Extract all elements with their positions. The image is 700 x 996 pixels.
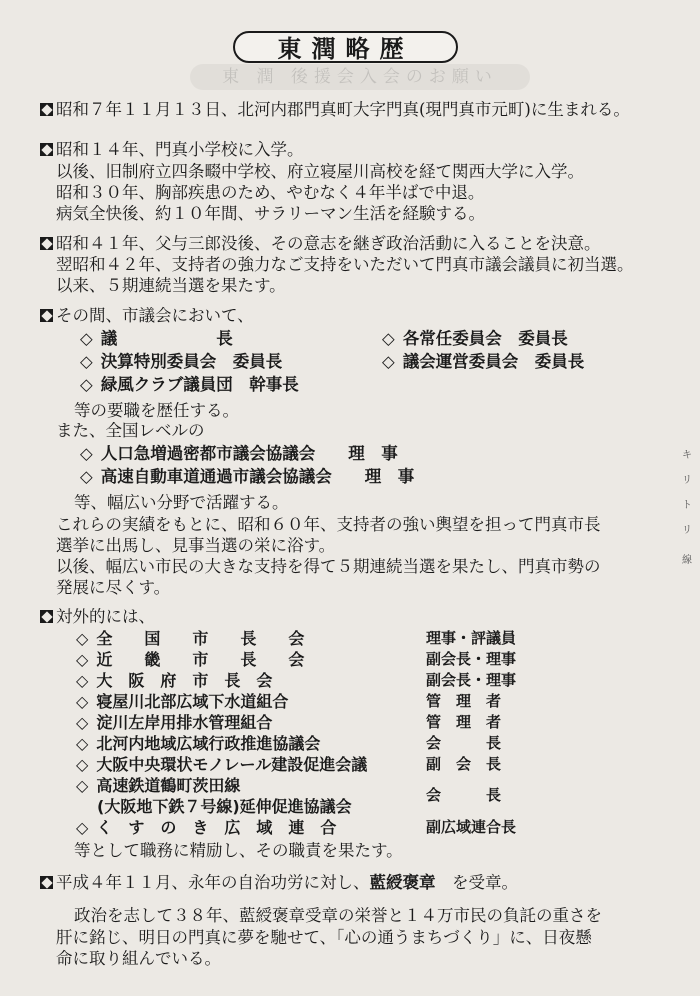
diamond-bullet-icon — [40, 876, 53, 889]
external-post-org: (大阪地下鉄７号線)延伸促進協議会 — [97, 797, 352, 816]
diamond-icon: ◇ — [76, 629, 89, 648]
external-post-org: ◇ 淀川左岸用排水管理組合 — [76, 713, 273, 732]
external-post-org: ◇ 北河内地域広域行政推進協議会 — [76, 734, 321, 753]
external-post-role: 副会長・理事 — [426, 671, 517, 689]
page-title: 東潤略歴 — [233, 31, 458, 63]
text-line: また、全国レベルの — [56, 421, 205, 440]
external-post-role: 会 長 — [426, 786, 502, 804]
diamond-icon: ◇ — [80, 444, 93, 463]
external-post-org: ◇ く す の き 広 域 連 合 — [76, 818, 337, 837]
text-line: 以来、５期連続当選を果たす。 — [56, 276, 286, 295]
diamond-icon: ◇ — [382, 329, 395, 348]
council-post: ◇ 議会運営委員会 委員長 — [382, 352, 585, 371]
diamond-icon: ◇ — [80, 375, 93, 394]
diamond-icon: ◇ — [80, 467, 93, 486]
text-line: 肝に銘じ、明日の門真に夢を馳せて、「心の通うまちづくり」に、日夜懸 — [56, 928, 592, 947]
diamond-bullet-icon — [40, 103, 53, 116]
external-post-role: 副 会 長 — [426, 755, 502, 773]
diamond-icon: ◇ — [76, 671, 89, 690]
council-post: ◇ 緑風クラブ議員団 幹事長 — [80, 375, 299, 394]
text-line: これらの実績をもとに、昭和６０年、支持者の強い輿望を担って門真市長 — [56, 515, 601, 534]
margin-cut-line-label: リ — [682, 525, 692, 536]
external-post-org: ◇ 寝屋川北部広域下水道組合 — [76, 692, 289, 711]
external-post-org: ◇ 高速鉄道鶴町茨田線 — [76, 776, 241, 795]
external-post-role: 管 理 者 — [426, 713, 502, 731]
external-post-role: 管 理 者 — [426, 692, 502, 710]
margin-cut-line-label: ト — [682, 500, 692, 511]
politics-line: 昭和４１年、父与三郎没後、その意志を継ぎ政治活動に入ることを決意。 — [40, 233, 601, 255]
diamond-icon: ◇ — [76, 692, 89, 711]
text-line: 政治を志して３８年、藍綬褒章受章の栄誉と１４万市民の負託の重さを — [74, 906, 602, 925]
text-line: 等、幅広い分野で活躍する。 — [74, 493, 289, 512]
text-line: 命に取り組んでいる。 — [56, 949, 221, 968]
margin-cut-line-label: キ — [682, 450, 692, 461]
faded-bleed-through-text: 東 潤 後援会入会のお願い — [190, 64, 530, 90]
external-post-org: ◇ 大阪中央環状モノレール建設促進会議 — [76, 755, 368, 774]
external-post-role: 理事・評議員 — [426, 629, 517, 647]
diamond-icon: ◇ — [80, 352, 93, 371]
text-line: 病気全快後、約１０年間、サラリーマン生活を経験する。 — [56, 204, 485, 223]
diamond-bullet-icon — [40, 309, 53, 322]
school-line: 昭和１４年、門真小学校に入学。 — [40, 139, 304, 161]
text-line: 以後、旧制府立四条畷中学校、府立寝屋川高校を経て関西大学に入学。 — [56, 162, 584, 181]
council-post: ◇ 各常任委員会 委員長 — [382, 329, 568, 348]
text-line: 選挙に出馬し、見事当選の栄に浴す。 — [56, 536, 336, 555]
diamond-icon: ◇ — [382, 352, 395, 371]
council-intro: その間、市議会において、 — [40, 305, 254, 327]
text-line: 発展に尽くす。 — [56, 578, 171, 597]
birth-line: 昭和７年１１月１３日、北河内郡門真町大字門真(現門真市元町)に生まれる。 — [40, 99, 630, 121]
diamond-icon: ◇ — [76, 776, 89, 795]
council-post: ◇ 議 長 — [80, 329, 233, 348]
diamond-icon: ◇ — [76, 713, 89, 732]
diamond-icon: ◇ — [80, 329, 93, 348]
external-post-org: ◇ 全 国 市 長 会 — [76, 629, 305, 648]
national-post: ◇ 人口急増過密都市議会協議会 理 事 — [80, 444, 398, 463]
text-line: 翌昭和４２年、支持者の強力なご支持をいただいて門真市議会議員に初当選。 — [56, 255, 634, 274]
diamond-icon: ◇ — [76, 755, 89, 774]
diamond-bullet-icon — [40, 610, 53, 623]
national-post: ◇ 高速自動車道通過市議会協議会 理 事 — [80, 467, 415, 486]
text-line: 等の要職を歴任する。 — [74, 401, 239, 420]
diamond-icon: ◇ — [76, 734, 89, 753]
external-post-org: ◇ 大 阪 府 市 長 会 — [76, 671, 273, 690]
text-line: 昭和３０年、胸部疾患のため、やむなく４年半ばで中退。 — [56, 183, 485, 202]
council-post: ◇ 決算特別委員会 委員長 — [80, 352, 283, 371]
margin-cut-line-label: リ — [682, 475, 692, 486]
margin-cut-line-label: 線 — [682, 555, 692, 566]
external-post-role: 副会長・理事 — [426, 650, 517, 668]
diamond-bullet-icon — [40, 143, 53, 156]
award-name: 藍綬褒章 — [369, 873, 436, 892]
external-post-org: ◇ 近 畿 市 長 会 — [76, 650, 305, 669]
award-line: 平成４年１１月、永年の自治功労に対し、藍綬褒章 を受章。 — [40, 872, 518, 894]
external-intro: 対外的には、 — [40, 606, 155, 628]
diamond-icon: ◇ — [76, 818, 89, 837]
external-post-role: 会 長 — [426, 734, 502, 752]
diamond-bullet-icon — [40, 237, 53, 250]
diamond-icon: ◇ — [76, 650, 89, 669]
text-line: 以後、幅広い市民の大きな支持を得て５期連続当選を果たし、門真市勢の — [56, 557, 601, 576]
text-line: 等として職務に精励し、その職責を果たす。 — [74, 841, 403, 860]
external-post-role: 副広域連合長 — [426, 818, 517, 836]
